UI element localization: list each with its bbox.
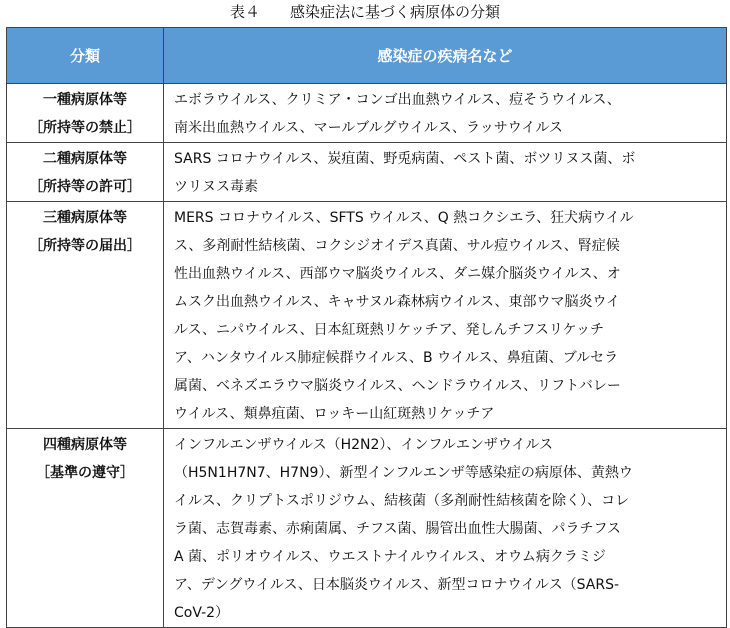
disease-line: 性出血熱ウイルス、西部ウマ脳炎ウイルス、ダニ媒介脳炎ウイルス、オ bbox=[174, 266, 621, 282]
table-caption: 表４ 感染症法に基づく病原体の分類 bbox=[229, 3, 500, 21]
disease-line: 属菌、ベネズエラウマ脳炎ウイルス、ヘンドラウイルス、リフトバレー bbox=[174, 378, 621, 394]
disease-cell bbox=[164, 143, 727, 202]
disease-cell bbox=[164, 429, 727, 628]
category-cell bbox=[7, 202, 164, 429]
pathogen-classification-table bbox=[6, 27, 727, 628]
category-name: 一種病原体等 bbox=[43, 92, 127, 108]
category-name: 四種病原体等 bbox=[43, 437, 127, 453]
category-rule: ［所持等の許可］ bbox=[29, 179, 141, 195]
table-row-class4 bbox=[7, 429, 727, 628]
disease-line: エボラウイルス、クリミア・コンゴ出血熱ウイルス、痘そうウイルス、 bbox=[174, 92, 621, 108]
category-cell bbox=[7, 429, 164, 628]
disease-line: ウイルス、類鼻疽菌、ロッキー山紅斑熱リケッチア bbox=[174, 406, 495, 422]
category-cell bbox=[7, 84, 164, 143]
disease-line: ムスク出血熱ウイルス、キャサヌル森林病ウイルス、東部ウマ脳炎ウイ bbox=[174, 294, 621, 310]
disease-line: ルス、ニパウイルス、日本紅斑熱リケッチア、発しんチフスリケッチ bbox=[174, 322, 604, 338]
disease-cell bbox=[164, 202, 727, 429]
disease-line: ラ菌、志賀毒素、赤痢菌属、チフス菌、腸管出血性大腸菌、パラチフス bbox=[174, 521, 621, 537]
disease-line: CoV-2） bbox=[174, 605, 230, 621]
category-rule: ［所持等の届出］ bbox=[29, 238, 141, 254]
table-row-class2 bbox=[7, 143, 727, 202]
table-row-class1 bbox=[7, 84, 727, 143]
disease-line: MERS コロナウイルス、SFTS ウイルス、Q 熱コクシエラ、狂犬病ウイル bbox=[174, 210, 634, 226]
disease-line: SARS コロナウイルス、炭疽菌、野兎病菌、ペスト菌、ボツリヌス菌、ボ bbox=[174, 151, 636, 167]
category-name: 三種病原体等 bbox=[43, 210, 127, 226]
disease-line: インフルエンザウイルス（H2N2）、インフルエンザウイルス bbox=[174, 437, 554, 453]
category-cell bbox=[7, 143, 164, 202]
table-row-class3 bbox=[7, 202, 727, 429]
category-rule: ［所持等の禁止］ bbox=[29, 120, 141, 136]
disease-line: ス、多剤耐性結核菌、コクシジオイデス真菌、サル痘ウイルス、腎症候 bbox=[174, 238, 620, 254]
disease-cell bbox=[164, 84, 727, 143]
table-header-row bbox=[7, 28, 727, 84]
category-rule: ［基準の遵守］ bbox=[36, 465, 134, 481]
disease-line: 南米出血熱ウイルス、マールブルグウイルス、ラッサウイルス bbox=[174, 120, 563, 136]
disease-line: A 菌、ポリオウイルス、ウエストナイルウイルス、オウム病クラミジ bbox=[174, 549, 606, 565]
category-name: 二種病原体等 bbox=[43, 151, 127, 167]
header-disease-names: 感染症の疾病名など bbox=[164, 28, 727, 84]
disease-line: ツリヌス毒素 bbox=[174, 179, 258, 195]
disease-line: （H5N1H7N7、H7N9）、新型インフルエンザ等感染症の病原体、黄熱ウ bbox=[174, 465, 633, 481]
disease-line: ア、ハンタウイルス肺症候群ウイルス、B ウイルス、鼻疽菌、ブルセラ bbox=[174, 350, 619, 366]
disease-line: イルス、クリプトスポリジウム、結核菌（多剤耐性結核菌を除く）、コレ bbox=[174, 493, 630, 509]
header-classification: 分類 bbox=[7, 28, 164, 84]
disease-line: ア、デングウイルス、日本脳炎ウイルス、新型コロナウイルス（SARS- bbox=[174, 577, 620, 593]
